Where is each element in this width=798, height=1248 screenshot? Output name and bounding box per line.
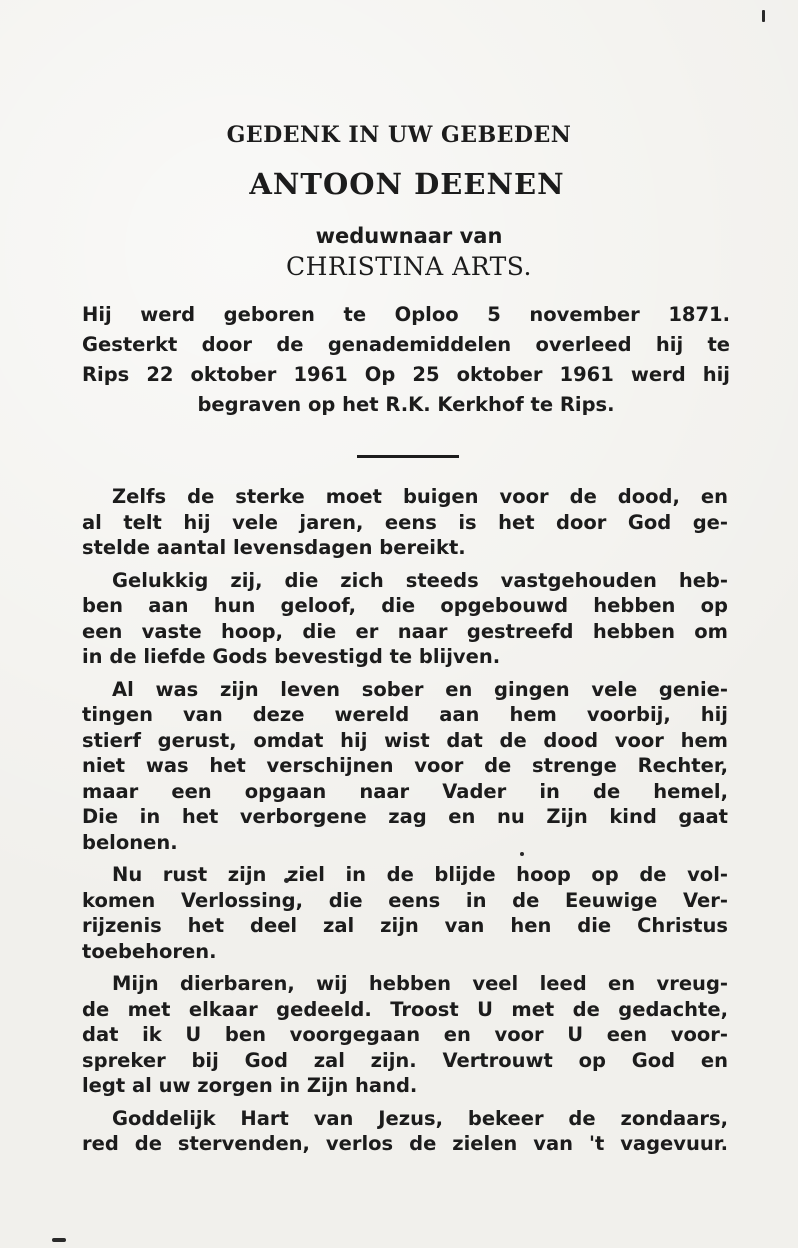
text-line: Mijn dierbaren, wij hebben veel leed en vreug- bbox=[112, 972, 728, 995]
text-line: tingen van deze wereld aan hem voorbij, hij bbox=[82, 703, 728, 726]
print-speck bbox=[762, 10, 765, 22]
text-line: al telt hij vele jaren, eens is het door God ge- bbox=[82, 510, 728, 534]
paragraph bbox=[82, 1106, 728, 1157]
text-line: belonen. bbox=[82, 830, 178, 854]
text-line: rijzenis het deel zal zijn van hen die Christus bbox=[82, 914, 728, 937]
bio-line: begraven op het R.K. Kerkhof te Rips. bbox=[197, 393, 615, 416]
paragraph bbox=[82, 568, 728, 670]
bio-line: Rips 22 oktober 1961 Op 25 oktober 1961 werd hij bbox=[82, 363, 730, 386]
text-line: een vaste hoop, die er naar gestreefd hebben om bbox=[82, 619, 728, 643]
bio-line: Hij werd geboren te Oploo 5 november 1871. bbox=[82, 303, 730, 326]
text-line: komen Verlossing, die eens in de Eeuwige Ver- bbox=[82, 888, 728, 912]
text-line: legt al uw zorgen in Zijn hand. bbox=[82, 1074, 418, 1097]
biography bbox=[82, 300, 730, 420]
spouse-name: CHRISTINA ARTS. bbox=[286, 252, 532, 281]
print-speck bbox=[52, 1238, 66, 1242]
text-line: Nu rust zijn ziel in de blijde hoop op de vol- bbox=[112, 863, 728, 886]
relation-text: weduwnaar van bbox=[315, 224, 503, 248]
bio-line: Gesterkt door de genademiddelen overleed hij te bbox=[82, 333, 730, 356]
prayer-heading: GEDENK IN UW GEBEDEN bbox=[226, 122, 572, 148]
text-line: in de liefde Gods bevestigd te blijven. bbox=[82, 645, 501, 668]
deceased-name: ANTOON DEENEN bbox=[249, 167, 565, 201]
text-line: ben aan hun geloof, die opgebouwd hebben op bbox=[82, 594, 728, 617]
paragraph bbox=[82, 677, 728, 856]
paragraph bbox=[82, 862, 728, 964]
text-line: red de stervenden, verlos de zielen van 't vagevuur. bbox=[82, 1132, 728, 1155]
text-line: spreker bij God zal zijn. Vertrouwt op God en bbox=[82, 1048, 728, 1072]
meditation-text bbox=[82, 484, 728, 1164]
text-line: stierf gerust, omdat hij wist dat de dood voor hem bbox=[82, 728, 728, 752]
text-line: Goddelijk Hart van Jezus, bekeer de zondaars, bbox=[112, 1106, 728, 1130]
text-line: Al was zijn leven sober en gingen vele genie- bbox=[112, 677, 728, 701]
text-line: toebehoren. bbox=[82, 939, 217, 963]
text-line: Gelukkig zij, die zich steeds vastgehouden heb- bbox=[112, 568, 728, 592]
text-line: Die in het verborgene zag en nu Zijn kind gaat bbox=[82, 805, 728, 828]
paragraph bbox=[82, 971, 728, 1099]
text-line: dat ik U ben voorgegaan en voor U een voor- bbox=[82, 1023, 728, 1046]
text-line: de met elkaar gedeeld. Troost U met de gedachte, bbox=[82, 997, 728, 1021]
text-line: niet was het verschijnen voor de strenge Rechter, bbox=[82, 754, 728, 777]
text-line: Zelfs de sterke moet buigen voor de dood, en bbox=[112, 485, 728, 508]
text-line: maar een opgaan naar Vader in de hemel, bbox=[82, 779, 728, 803]
paragraph bbox=[82, 484, 728, 561]
divider-rule bbox=[357, 455, 459, 458]
text-line: stelde aantal levensdagen bereikt. bbox=[82, 536, 466, 559]
